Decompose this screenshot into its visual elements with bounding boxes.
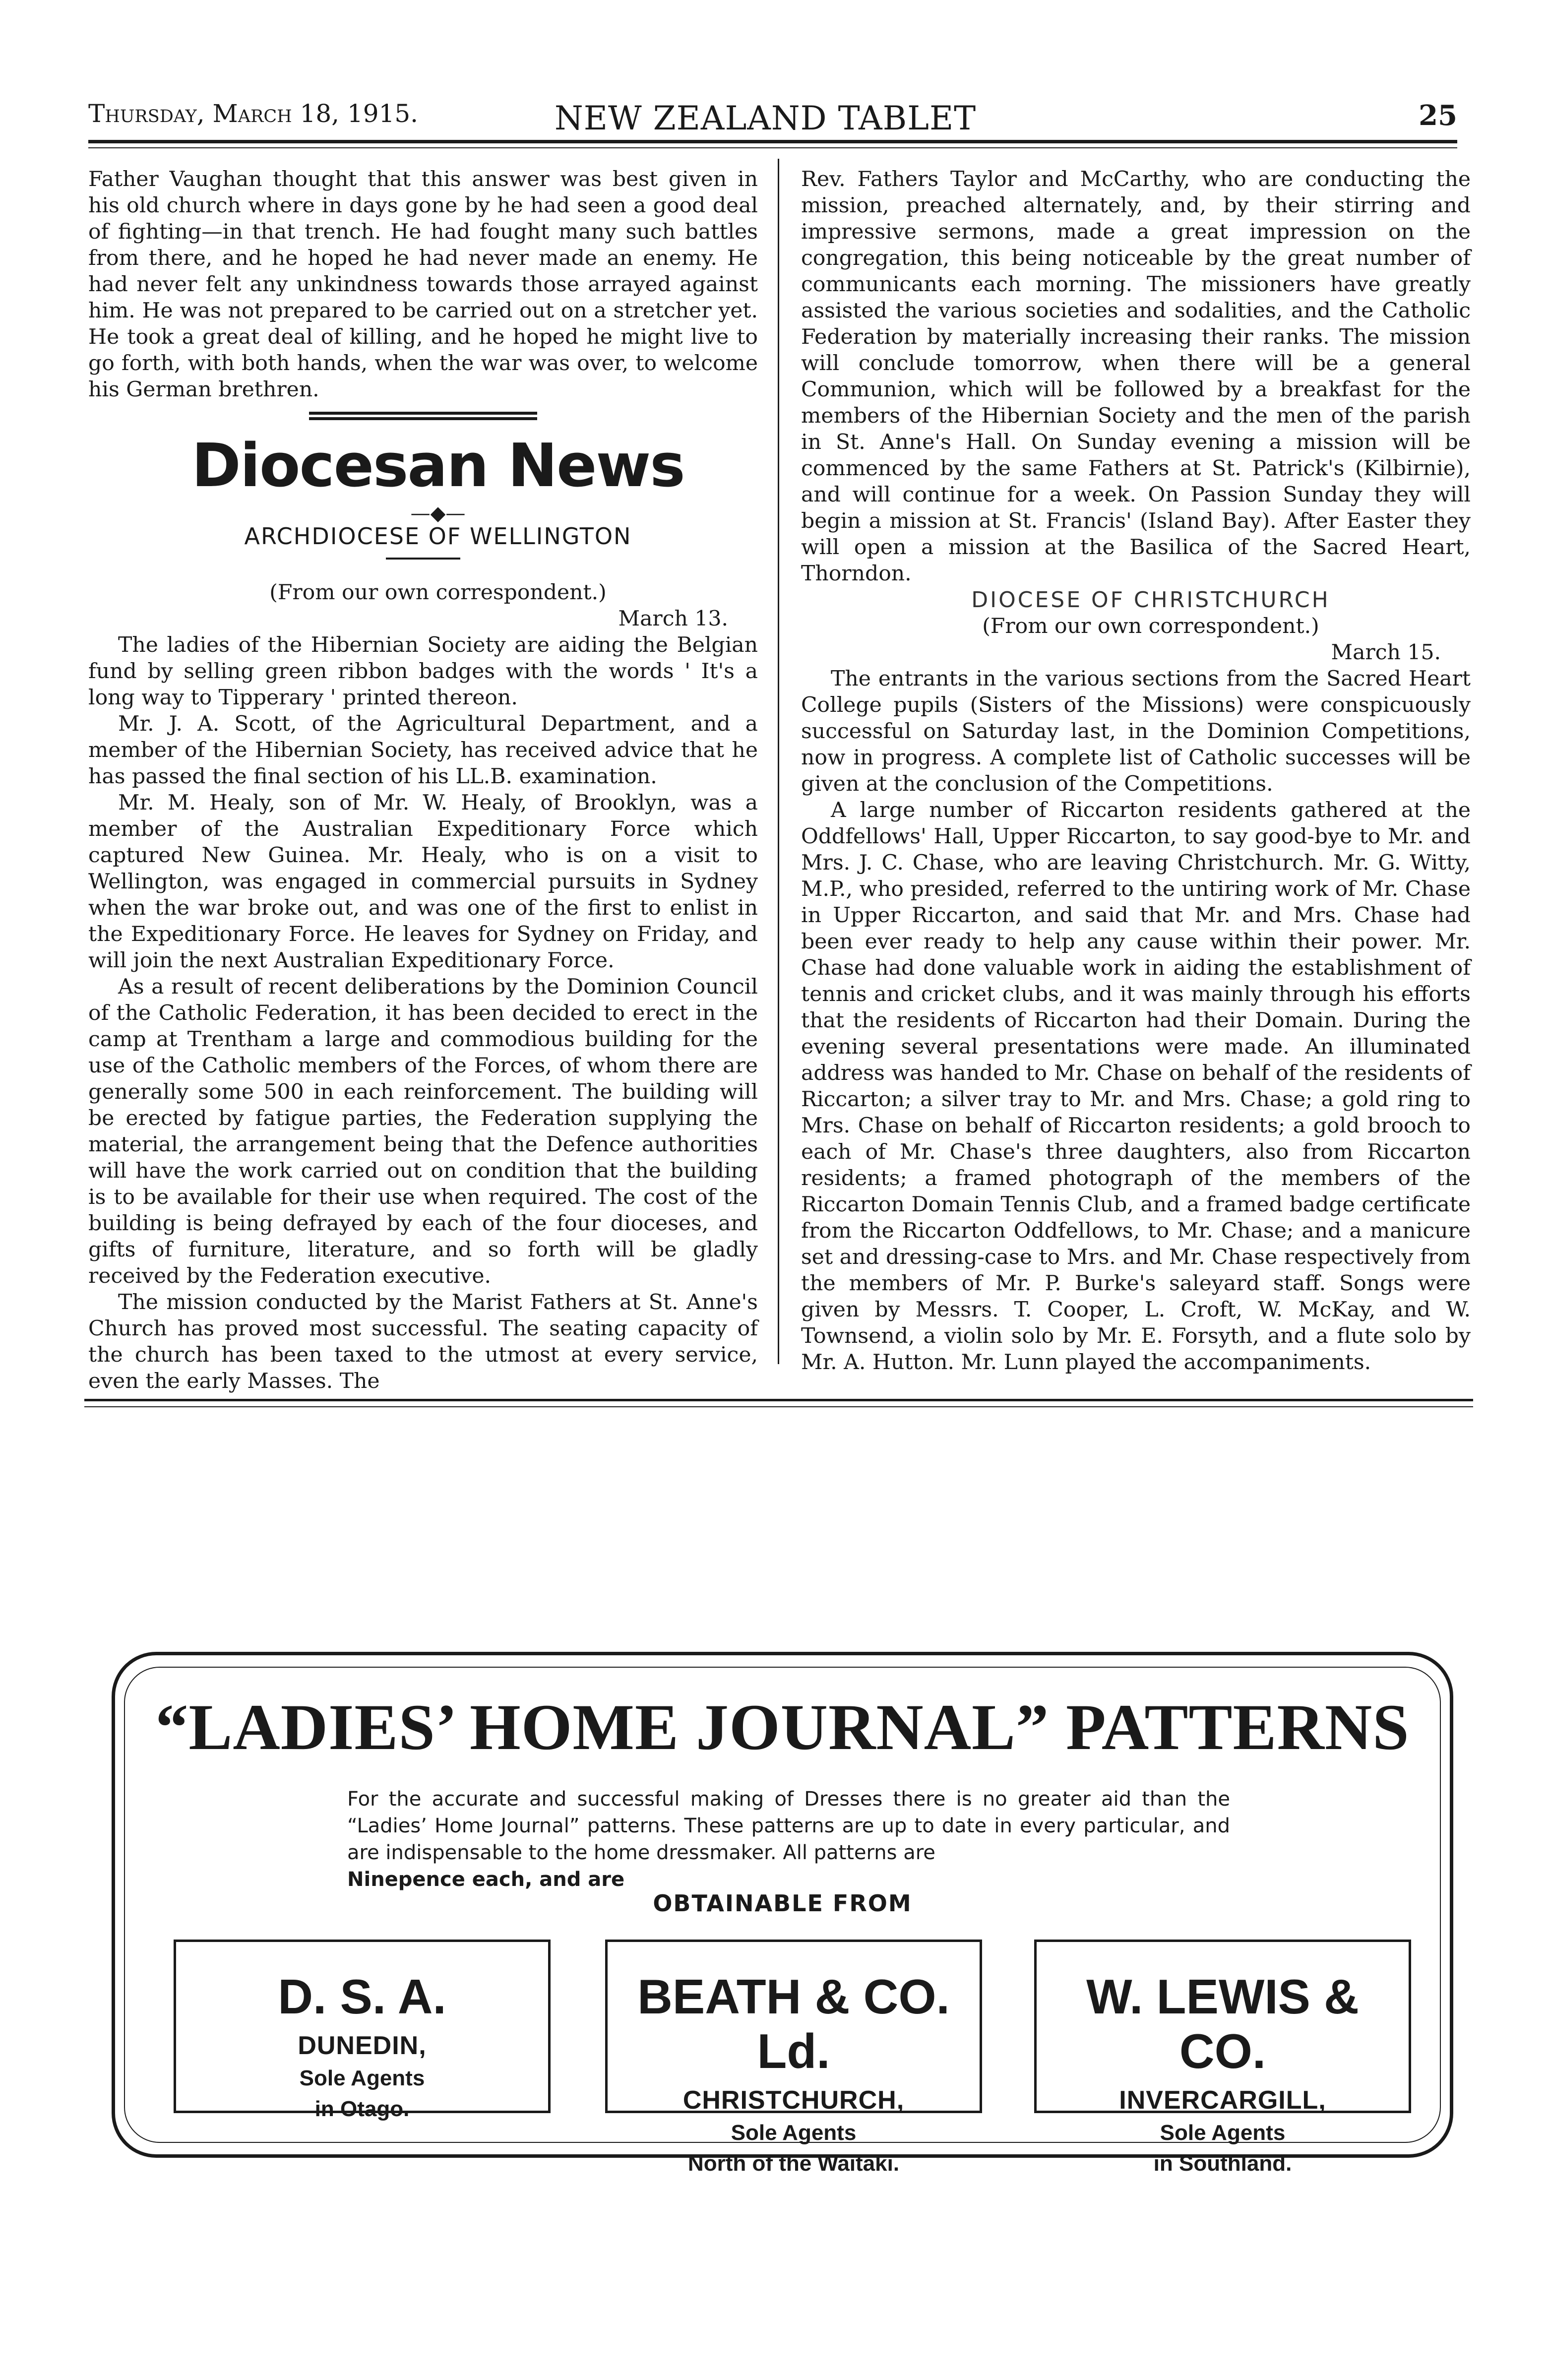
agent-box-christchurch [605, 1940, 982, 2176]
advertisement-title: “LADIES’ HOME JOURNAL” PATTERNS [155, 1691, 1410, 1763]
short-rule [386, 558, 460, 560]
advertisement-text: For the accurate and successful making of Dresses there is no greater aid than the “Ladies’ Home Journal” patterns. These patterns are up to date in every particular, and are indispensable to the home dressmaker. All patterns are [347, 1788, 1230, 1864]
correspondent-line: (From our own correspondent.) [269, 580, 607, 605]
diocese-heading: DIOCESE OF CHRISTCHURCH [971, 587, 1330, 613]
agent-city: DUNEDIN, [298, 2031, 427, 2060]
agent-region: in Southland. [1153, 2151, 1292, 2176]
article-paragraph: The entrants in the various sections from the Sacred Heart College pupils (Sisters of the Missions) were conspicuously successful on Saturday last, in the Dominion Competitions, now in progress. A complete list of Catholic successes will be given at the conclusion of the Competitions. [801, 667, 1471, 796]
newspaper-title: NEW ZEALAND TABLET [555, 99, 977, 137]
advertisement-body [347, 1786, 1230, 1893]
page-number: 25 [1419, 99, 1457, 132]
agent-name: BEATH & CO. Ld. [637, 1969, 950, 2078]
agent-role: Sole Agents [731, 2121, 857, 2145]
article-paragraph: A large number of Riccarton residents gathered at the Oddfellows' Hall, Upper Riccarton, to say good-bye to Mr. and Mrs. J. C. Chase, who are leaving Christchurch. Mr. G. Witty, M.P., who presided, referred to the untiring work of Mr. Chase in Upper Riccarton, and said that Mr. and Mrs. Chase had been ever ready to help any cause within their power. Mr. Chase had done valuable work in aiding the establishment of tennis and cricket clubs, and it was mainly through his efforts that the residents of Riccarton had their Domain. During the evening several presentations were made. An illuminated address was handed to Mr. Chase on behalf of the residents of Riccarton; a silver tray to Mr. and Mrs. Chase; a gold ring to Mrs. Chase on behalf of Riccarton residents; a gold brooch to each of Mr. Chase's three daughters, also from Riccarton residents; a framed photograph of the members of the Riccarton Domain Tennis Club, and a framed badge certificate from the Riccarton Oddfellows, to Mr. Chase; and a manicure set and dressing-case to Mrs. and Mr. Chase respectively from the members of Mr. P. Burke's saleyard staff. Songs were given by Messrs. T. Cooper, L. Croft, W. McKay, and W. Townsend, a violin solo by Mr. E. Forsyth, and a flute solo by Mr. A. Hutton. Mr. Lunn played the accompaniments. [801, 798, 1471, 1375]
article-paragraph: Mr. M. Healy, son of Mr. W. Healy, of Brooklyn, was a member of the Australian Expeditionary Force which captured New Guinea. Mr. Healy, who is on a visit to Wellington, was engaged in commercial pursuits in Sydney when the war broke out, and was one of the first to enlist in the Expeditionary Force. He leaves for Sydney on Friday, and will join the next Australian Expeditionary Force. [88, 791, 758, 973]
agent-city: CHRISTCHURCH, [682, 2086, 905, 2115]
agent-region: North of the Waitaki. [687, 2151, 900, 2176]
left-column [88, 166, 758, 1394]
issue-date: Thursday, March 18, 1915. [88, 99, 419, 128]
bottom-rule [84, 1399, 1473, 1401]
header-rule-thin [88, 147, 1457, 148]
article-paragraph: As a result of recent deliberations by the Dominion Council of the Catholic Federation, it has been decided to erect in the camp at Trentham a large and commodious building for the use of the Catholic members of the Forces, of whom there are generally some 500 in each reinforcement. The building will be erected by fatigue parties, the Federation supplying the material, the arrangement being that the Defence authorities will have the work carried out on condition that the building is to be available for their use when required. The cost of the building is being defrayed by each of the four dioceses, and gifts of furniture, literature, and so forth will be gladly received by the Federation executive. [88, 975, 758, 1288]
bottom-rule-thin [84, 1406, 1473, 1407]
section-title: Diocesan News [191, 432, 684, 501]
article-paragraph: Mr. J. A. Scott, of the Agricultural Department, and a member of the Hibernian Society, has received advice that he has passed the final section of his LL.B. examination. [88, 712, 758, 789]
agent-box-dunedin [174, 1940, 551, 2121]
page-header [88, 99, 1457, 137]
agent-region: in Otago. [314, 2097, 410, 2121]
article-paragraph: The mission conducted by the Marist Fathers at St. Anne's Church has proved most successful. The seating capacity of the church has been taxed to the utmost at every service, even the early Masses. The [88, 1290, 758, 1393]
agent-box-invercargill [1034, 1940, 1411, 2176]
agent-role: Sole Agents [1160, 2121, 1286, 2145]
dateline: March 15. [1331, 640, 1441, 665]
ornament-divider: —◆— [410, 502, 466, 525]
archdiocese-heading: ARCHDIOCESE OF WELLINGTON [244, 523, 632, 550]
dateline: March 13. [618, 607, 728, 631]
agent-role: Sole Agents [299, 2066, 425, 2090]
right-column [801, 166, 1471, 1376]
advertisement-price: Ninepence each, and are [347, 1868, 625, 1891]
mission-paragraph: Rev. Fathers Taylor and McCarthy, who are conducting the mission, preached alternately, and, by their stirring and impressive sermons, made a great impression on the congregation, this being noticeable by the great number of communicants each morning. The missioners have greatly assisted the various societies and sodalities, and the Catholic Federation by materially increasing their ranks. The mission will conclude tomorrow, when there will be a general Communion, which will be followed by a breakfast for the members of the Hibernian Society and the men of the parish in St. Anne's Hall. On Sunday evening a mission will be commenced by the same Fathers at St. Patrick's (Kilbirnie), and will continue for a week. On Passion Sunday they will begin a mission at St. Francis' (Island Bay). After Easter they will open a mission at the Basilica of the Sacred Heart, Thorndon. [801, 167, 1471, 586]
column-divider [778, 159, 779, 1364]
agent-city: INVERCARGILL, [1119, 2086, 1326, 2115]
agent-name: D. S. A. [278, 1969, 446, 2024]
agent-name: W. LEWIS & CO. [1086, 1969, 1359, 2078]
vaughan-paragraph: Father Vaughan thought that this answer was best given in his old church where in days gone by he had seen a good deal of fighting—in that trench. He had fought many such battles from there, and he hoped he had never made an enemy. He had never felt any unkindness towards those arrayed against him. He was not prepared to be carried out on a stretcher yet. He took a great deal of killing, and he hoped he might live to go forth, with both hands, when the war was over, to welcome his German brethren. [88, 167, 758, 402]
section-separator [309, 412, 537, 420]
correspondent-line: (From our own correspondent.) [982, 614, 1319, 638]
obtainable-from: OBTAINABLE FROM [653, 1890, 912, 1917]
article-paragraph: The ladies of the Hibernian Society are aiding the Belgian fund by selling green ribbon badges with the words ' It's a long way to Tipperary ' printed thereon. [88, 633, 758, 710]
header-rule [88, 140, 1457, 143]
